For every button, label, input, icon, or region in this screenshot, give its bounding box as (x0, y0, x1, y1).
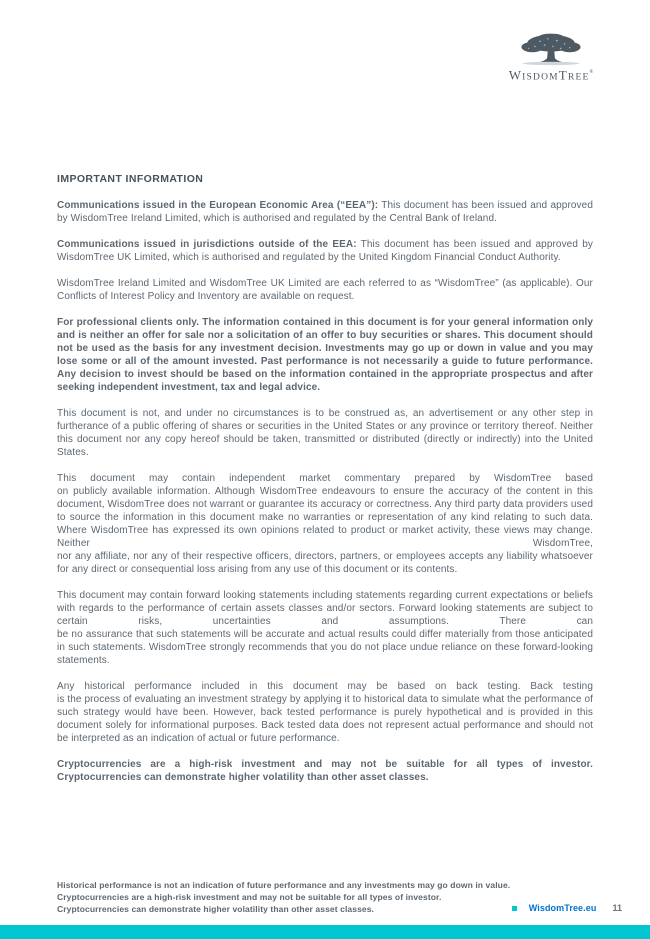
paragraph-segment: on publicly available information. Although WisdomTree endeavours to ensure the accuracy of the content in this document, WisdomTree does not warrant or guarantee its accuracy or correctness. Any third party data providers used to source the information in this document make no warranties or representation of any kind relating to such data. Where WisdomTree has expressed its own opinions related to product or market activity, these views may change. Neither WisdomTree, (57, 486, 593, 549)
paragraph (57, 589, 593, 667)
paragraph-segment: WisdomTree Ireland Limited and WisdomTree UK Limited are each referred to as “WisdomTree” (as applicable). Our Conflicts of Interest Policy and Inventory are available on request. (57, 278, 593, 302)
document-body (57, 173, 593, 797)
footer-line: Cryptocurrencies are a high-risk investment and may not be suitable for all types of investor. (57, 892, 442, 902)
paragraph (57, 758, 593, 784)
paragraph-segment: This document may contain forward looking statements including statements regarding current expectations or beliefs with regards to the performance of certain assets classes and/or sectors. Forward looking statements are subject to certain risks, uncertainties and assumptions. There can (57, 590, 593, 627)
page-title: IMPORTANT INFORMATION (57, 173, 204, 185)
website-link[interactable]: WisdomTree.eu (528, 903, 597, 913)
paragraph-segment: Cryptocurrencies are a high-risk investment and may not be suitable for all types of investor. (57, 759, 593, 770)
paragraph-segment: Communications issued in the European Economic Area (“EEA”): (57, 200, 379, 211)
paragraph (57, 199, 593, 225)
footer-right-group (512, 903, 622, 913)
registered-mark: ® (589, 70, 594, 75)
wisdomtree-logo (496, 31, 606, 83)
paragraph-segment: be no assurance that such statements will be accurate and actual results could differ materially from those anticipated in such statements. WisdomTree strongly recommends that you do not place undue reliance on these forward-looking statements. (57, 629, 593, 666)
paragraph-segment: is the process of evaluating an investment strategy by applying it to historical data to simulate what the performance of such strategy would have been. However, back tested performance is purely hypothetical and is provided in this document solely for informational purposes. Back tested data does not represent actual performance and should not be interpreted as an indication of actual or future performance. (57, 694, 593, 744)
teal-bullet-icon (512, 906, 517, 911)
body-paragraphs (57, 199, 593, 784)
paragraph-segment: nor any affiliate, nor any of their respective officers, directors, partners, or employees accepts any liability whatsoever for any direct or consequential loss arising from any use of this document or its contents. (57, 551, 593, 575)
paragraph (57, 277, 593, 303)
paragraph (57, 472, 593, 576)
tree-icon (509, 31, 593, 67)
bottom-accent-bar (0, 925, 650, 939)
paragraph (57, 680, 593, 745)
logo-wordmark: WISDOMTREE® (508, 67, 594, 83)
paragraph-segment: This document has been issued and approved by WisdomTree UK Limited, which is authorised and regulated by the United Kingdom Financial Conduct Authority. (57, 239, 593, 263)
footer-disclaimer-lines (57, 879, 510, 915)
paragraph (57, 407, 593, 459)
footer-line: Historical performance is not an indication of future performance and any investments may go down in value. (57, 880, 511, 890)
paragraph-segment: This document is not, and under no circumstances is to be construed as, an advertisement or any other step in furtherance of a public offering of shares or securities in the United States or any province or territory thereof. Neither this document nor any copy hereof should be taken, transmitted or distributed (directly or indirectly) into the United States. (57, 408, 593, 458)
paragraph-segment: This document may contain independent market commentary prepared by WisdomTree based (57, 473, 593, 484)
paragraph-segment: Cryptocurrencies can demonstrate higher volatility than other asset classes. (57, 772, 429, 783)
paragraph-segment: For professional clients only. The information contained in this document is for your general information only and is neither an offer for sale nor a solicitation of an offer to buy securities or shares. This document should not be used as the basis for any investment decision. Investments may go up or down in value and you may lose some or all of the amount invested. Past performance is not necessarily a guide to future performance. Any decision to invest should be based on the information contained in the appropriate prospectus and after seeking independent investment, tax and legal advice. (57, 317, 593, 393)
paragraph (57, 316, 593, 394)
page-footer (57, 879, 622, 915)
paragraph-segment: Any historical performance included in this document may be based on back testing. Back testing (57, 681, 593, 692)
paragraph-segment: This document has been issued and approved by WisdomTree Ireland Limited, which is authorised and regulated by the Central Bank of Ireland. (57, 200, 593, 224)
footer-line: Cryptocurrencies can demonstrate higher volatility than other asset classes. (57, 904, 375, 914)
paragraph (57, 238, 593, 264)
paragraph-segment: Communications issued in jurisdictions outside of the EEA: (57, 239, 357, 250)
page-number: 11 (612, 903, 622, 913)
